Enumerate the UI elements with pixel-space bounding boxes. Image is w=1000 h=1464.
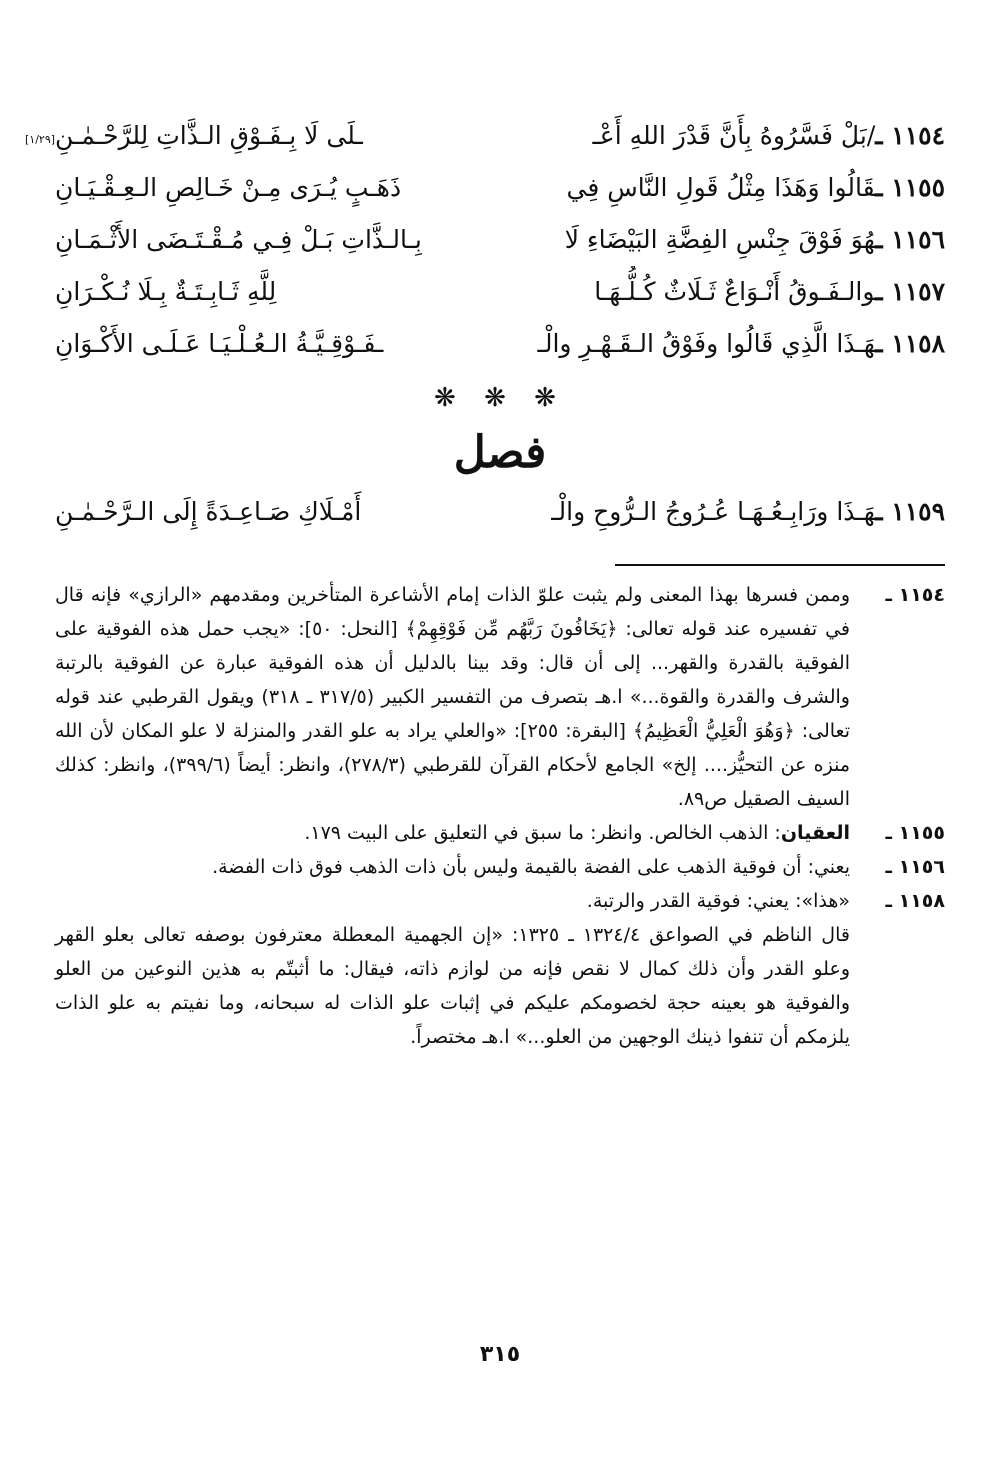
verse-first-hemistich	[495, 110, 945, 162]
footnote-body: «هذا»: يعني: فوقية القدر والرتبة.	[586, 890, 850, 912]
footnote-text	[55, 578, 850, 816]
verse-first-hemistich	[495, 266, 945, 318]
footnote-divider	[615, 564, 945, 566]
verse-line	[55, 318, 945, 370]
verse-text: قَالُوا وَهَذَا مِثْلُ قَولِ النَّاسِ فِي	[566, 173, 876, 202]
footnote-body: : الذهب الخالص. وانظر: ما سبق في التعليق على البيت ١٧٩.	[304, 822, 781, 844]
verse-text: هَـذَا الَّذِي قَالُوا وفَوْقُ الـقَـهْـرِ والْـ	[537, 329, 876, 358]
footnote	[55, 578, 945, 816]
verse-second-hemistich: بِـالـذَّاتِ بَـلْ فِـي مُـقْـتَـضَى الأَثْـمَـانِ	[55, 225, 422, 254]
footnote-text	[55, 850, 850, 884]
section-title: فصل	[453, 427, 547, 478]
verse-first-hemistich	[495, 214, 945, 266]
verse-line	[55, 162, 945, 214]
footnotes	[55, 578, 945, 1054]
footnote	[55, 884, 945, 918]
verse-line	[55, 266, 945, 318]
verse-text: هَـذَا ورَابِـعُـهَـا عُـرُوجُ الـرُّوحِ والْـ	[551, 497, 876, 526]
footnote-number: ١١٥٨ ـ	[885, 890, 945, 912]
footnote	[55, 850, 945, 884]
verse-number: ١١٥٨ ـ	[875, 329, 945, 358]
footnote	[55, 816, 945, 850]
footnote-text	[55, 884, 850, 918]
verse-second-hemistich: أَمْـلَاكِ صَـاعِـدَةً إِلَى الـرَّحْـمٰـنِ	[55, 497, 362, 526]
verse-text: هُوَ فَوْقَ جِنْسِ الفِضَّةِ البَيْضَاءِ لَا	[564, 225, 876, 254]
footnote-number: ١١٥٥ ـ	[885, 822, 945, 844]
verse-second-hemistich: ـفَـوْقِـيَّـةُ الـعُـلْـيَـا عَـلَـى الأَكْـوَانِ	[55, 329, 384, 358]
verse-number: ١١٥٥ ـ	[875, 173, 945, 202]
verse-number: ١١٥٧ ـ	[875, 277, 945, 306]
verse-number: ١١٥٤ ـ	[875, 121, 945, 150]
verse-block	[25, 110, 945, 370]
verse-first-hemistich	[495, 318, 945, 370]
footnote-number: ١١٥٦ ـ	[885, 856, 945, 878]
footnote-body: يعني: أن فوقية الذهب على الفضة بالقيمة وليس بأن ذات الذهب فوق ذات الفضة.	[212, 856, 850, 878]
footnote-number: ١١٥٤ ـ	[885, 584, 945, 606]
page-number: ٣١٥	[479, 1342, 521, 1367]
verse-text: /بَلْ فَسَّرُوهُ بِأَنَّ قَدْرَ اللهِ أَعْـ	[592, 121, 876, 150]
book-page	[25, 110, 945, 1410]
verse-first-hemistich	[495, 486, 945, 538]
verse-line	[55, 214, 945, 266]
footnote-continuation: قال الناظم في الصواعق ١٣٢٤/٤ ـ ١٣٢٥: «إن الجهمية المعطلة معترفون بوصفه تعالى بعلو القهر وعلو القدر وأن ذلك كمال لا نقص فإنه من لوازم ذاته، فيقال: ما أثبتّم به هذين النوعين من العلو والفوقية هو بعينه حجة لخصومكم عليكم في إثبات علو الذات له سبحانه، وما نفيتم به علو الذات يلزمكم أن تنفوا ذينك الوجهين من العلو...» ا.هـ مختصراً.	[55, 924, 850, 1048]
verse-first-hemistich	[495, 162, 945, 214]
verse-line	[25, 110, 945, 162]
footnote-body: وممن فسرها بهذا المعنى ولم يثبت علوّ الذات إمام الأشاعرة المتأخرين ومقدمهم «الرازي» فإنه قال في تفسيره عند قوله تعالى: ﴿يَخَافُونَ رَبَّهُم مِّن فَوْقِهِمْ﴾ [النحل: ٥٠]: «يجب حمل هذه الفوقية على الفوقية بالقدرة والقهر... إلى أن قال: وقد بينا بالدليل أن هذه الفوقية عبارة عن الفوقية بالرتبة والشرف والقدرة والقوة...» ا.هـ بتصرف من التفسير الكبير (٣١٧/٥ ـ ٣١٨) ويقول القرطبي عند قوله تعالى: ﴿وَهُوَ الْعَلِيُّ الْعَظِيمُ﴾ [البقرة: ٢٥٥]: «والعلي يراد به علو القدر والمنزلة لا علو المكان لأن الله منزه عن التحيُّز.... إلخ» الجامع لأحكام القرآن للقرطبي (٢٧٨/٣)، وانظر: أيضاً (٣٩٩/٦)، وانظر: كذلك السيف الصقيل ص٨٩.	[55, 584, 851, 810]
verse-number: ١١٥٦ ـ	[875, 225, 945, 254]
verse-text: والـفَـوقُ أَنْـوَاعٌ ثَـلَاثٌ كُـلُّـهَـا	[594, 277, 876, 306]
verse-second-hemistich: ذَهَـبٍ يُـرَى مِـنْ خَـالِصِ الـعِـقْـيَـانِ	[55, 173, 402, 202]
margin-reference: [١/٢٩]	[25, 133, 56, 146]
verse-line	[55, 486, 945, 538]
verse-second-hemistich: لِلَّهِ ثَـابِـتَـةٌ بِـلَا نُـكْـرَانِ	[55, 277, 277, 306]
footnote-text	[55, 816, 850, 850]
verse-second-hemistich: ـلَى لَا بِـفَـوْقِ الـذَّاتِ لِلرَّحْـمٰـنِ	[55, 121, 363, 150]
verse-number: ١١٥٩ ـ	[875, 497, 945, 526]
section-separator-stars: ❋ ❋ ❋	[434, 383, 566, 413]
footnote-label: العقيان	[780, 822, 850, 844]
